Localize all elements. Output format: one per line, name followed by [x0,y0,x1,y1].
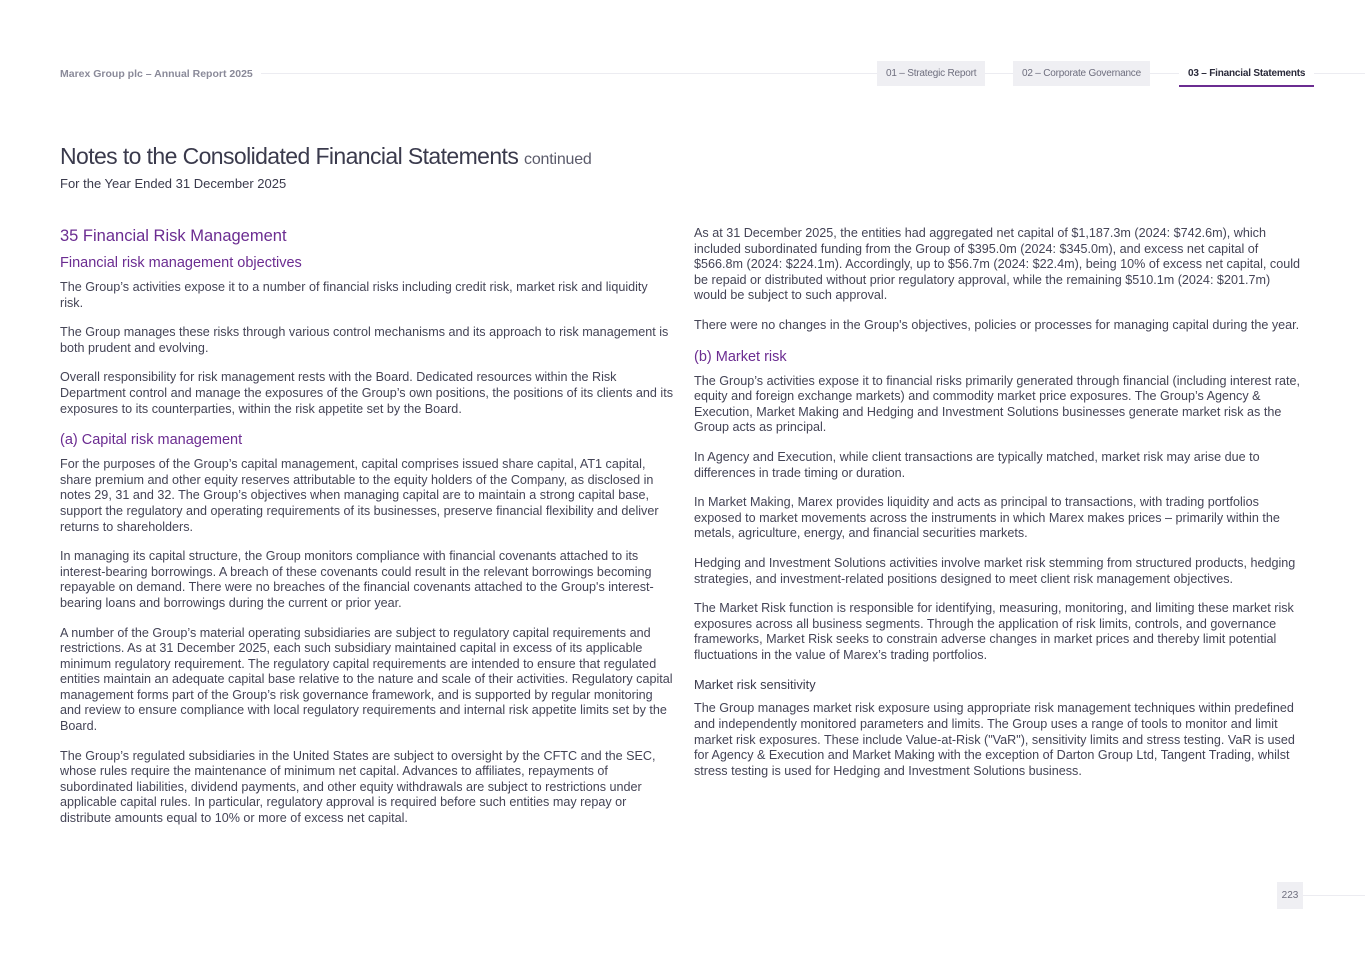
paragraph: The Market Risk function is responsible for identifying, measuring, monitoring, and limiting these market risk exposures across all business segments. Through the application of risk limits, controls, and governance frameworks, Market Risk seeks to constrain adverse changes in market prices and thereby limit potential fluctuations in the value of Marex’s trading portfolios. [694,601,1294,662]
paragraph: The Group’s activities expose it to financial risks primarily generated through financial (including interest rate, equity and foreign exchange markets) and commodity market price exposures. The Group’s Agency & Execution, Market Making and Hedging and Investment Solutions businesses generate market risk as the Group acts as principal. [694,373,1300,435]
page-title-suffix: continued [524,151,592,168]
tab-strategic-report[interactable]: 01 – Strategic Report [877,61,985,86]
page-title [60,143,592,170]
paragraph: The Group manages these risks through various control mechanisms and its approach to risk management is both prudent and evolving. [60,325,669,355]
paragraph: The Group’s regulated subsidiaries in the United States are subject to oversight by the CFTC and the SEC, whose rules require the maintenance of minimum net capital. Advances to affiliates, repayments of subordinated liabilities, dividend payments, and other equity withdrawals are subject to restrictions under applicable capital rules. In particular, regulatory approval is required before such entities may repay or distribute amounts equal to 10% or more of excess net capital. [60,748,656,826]
left-column [60,226,673,841]
paragraph: For the purposes of the Group’s capital management, capital comprises issued share capital, AT1 capital, share premium and other equity reserves attributable to the equity holders of the Company, as disclosed in notes 29, 31 and 32. The Group’s objectives when managing capital are to maintain a strong capital base, support the regulatory and operating requirements of its businesses, preserve financial flexibility and deliver returns to shareholders. [60,457,659,534]
market-risk-sensitivity-heading: Market risk sensitivity [694,677,816,693]
footer-rule [1303,895,1365,896]
paragraph: The Group’s activities expose it to a number of financial risks including credit risk, market risk and liquidity risk. [60,280,648,310]
report-brand: Marex Group plc – Annual Report 2025 [60,68,261,80]
paragraph: Overall responsibility for risk management rests with the Board. Dedicated resources within the Risk Department control and manage the exposures of the Group’s own positions, the positions of its clients and its exposures to its counterparties, within the risk appetite set by the Board. [60,370,674,416]
paragraph: A number of the Group’s material operating subsidiaries are subject to regulatory capital requirements and restrictions. As at 31 December 2025, each such subsidiary maintained capital in excess of its applicable minimum regulatory requirement. The regulatory capital requirements are intended to ensure that regulated entities maintain an adequate capital base relative to the nature and scale of their activities. Regulatory capital management forms part of the Group’s risk governance framework, and is supported by regular monitoring and review to ensure compliance with local regulatory requirements and internal risk appetite limits set by the Board. [60,625,673,734]
objectives-heading: Financial risk management objectives [60,255,302,271]
paragraph: Hedging and Investment Solutions activities involve market risk stemming from structured products, hedging strategies, and investment-related positions designed to meet client risk management objectives. [694,555,1296,586]
paragraph: There were no changes in the Group's objectives, policies or processes for managing capital during the year. [694,317,1300,332]
page-number: 223 [1277,882,1303,909]
paragraph: In Agency and Execution, while client transactions are typically matched, market risk may arise due to differences in trade timing or duration. [694,449,1260,480]
section-heading: 35 Financial Risk Management [60,227,287,245]
capital-risk-heading: (a) Capital risk management [60,432,243,449]
paragraph: In Market Making, Marex provides liquidity and acts as principal to transactions, with trading portfolios exposed to market movements across the instruments in which Marex makes prices – primarily within the metals, agriculture, energy, and financial securities markets. [694,495,1280,541]
paragraph: The Group manages market risk exposure using appropriate risk management techniques within predefined and independently monitored parameters and limits. The Group uses a range of tools to monitor and limit market risk exposures. These include Value-at-Risk ("VaR"), sensitivity limits and stress testing. VaR is used for Agency & Execution and Market Making with the exception of Darton Group Ltd, Tangent Trading, whilst stress testing is used for Hedging and Investment Solutions business. [694,701,1295,778]
right-column [694,226,1306,793]
market-risk-heading: (b) Market risk [694,348,787,365]
page-subtitle: For the Year Ended 31 December 2025 [60,176,287,191]
tab-financial-statements[interactable]: 03 – Financial Statements [1179,61,1314,87]
tab-corporate-governance[interactable]: 02 – Corporate Governance [1013,61,1150,86]
page-title-text: Notes to the Consolidated Financial Statements [60,143,519,169]
paragraph: As at 31 December 2025, the entities had aggregated net capital of $1,187.3m (2024: $742.6m), which included subordinated funding from the Group of $395.0m (2024: $345.0m), and excess net capital of $566.8m (2024: $224.1m). Accordingly, up to $56.7m (2024: $22.4m), being 10% of excess net capital, could be repaid or distributed without prior regulatory approval, while the remaining $510.1m (2024: $201.7m) would be subject to such approval. [694,226,1301,303]
paragraph: In managing its capital structure, the Group monitors compliance with financial covenants attached to its interest-bearing borrowings. A breach of these covenants could result in the relevant borrowings becoming repayable on demand. There were no breaches of the financial covenants attached to the Group's interest-bearing loans and borrowings during the current or prior year. [60,549,654,610]
